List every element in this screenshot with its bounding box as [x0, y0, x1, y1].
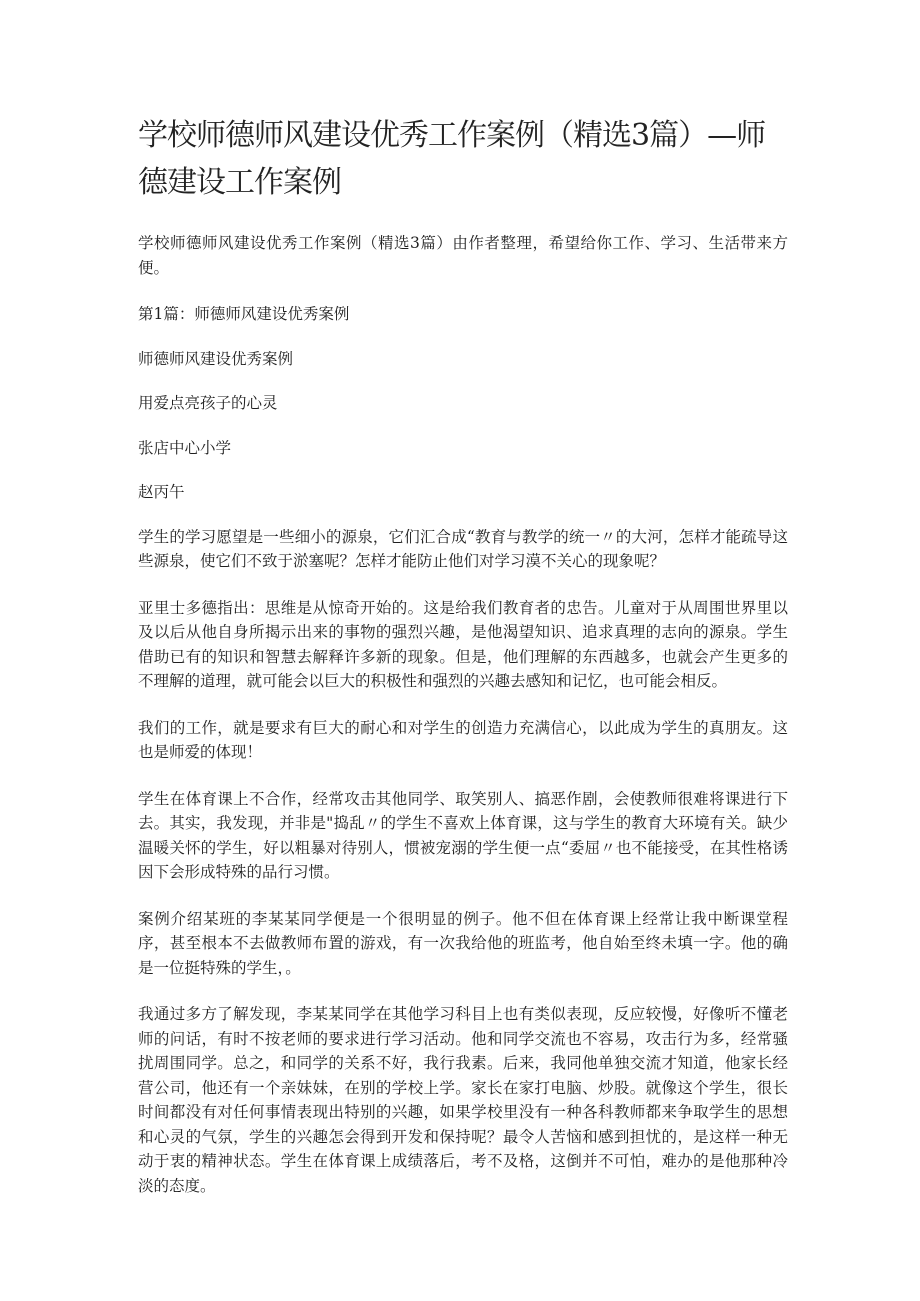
- body-paragraph: 学生的学习愿望是一些细小的源泉，它们汇合成“教育与教学的统一〃的大河，怎样才能疏导这些源泉，使它们不致于淤塞呢？怎样才能防止他们对学习漠不关心的现象呢？: [138, 527, 788, 570]
- document-title: 学校师德师风建设优秀工作案例（精选3篇）—师德建设工作案例: [138, 118, 766, 200]
- document-page: [138, 112, 788, 1220]
- body-paragraph: 我们的工作，就是要求有巨大的耐心和对学生的创造力充满信心，以此成为学生的真朋友。这也是师爱的体现！: [138, 718, 788, 761]
- author-name: 赵丙午: [138, 483, 185, 501]
- body-paragraph: 我通过多方了解发现，李某某同学在其他学习科目上也有类似表现，反应较慢，好像听不懂老师的问话，有时不按老师的要求进行学习活动。他和同学交流也不容易，攻击行为多，经常骚扰周围同学。总之，和同学的关系不好，我行我素。后来，我同他单独交流才知道，他家长经营公司，他还有一个亲妹妹，在别的学校上学。家长在家打电脑、炒股。就像这个学生，很长时间都没有对任何事情表现出特别的兴趣，如果学校里没有一种各科教师都来争取学生的思想和心灵的气氛，学生的兴趣怎会得到开发和保持呢？最令人苦恼和感到担忧的，是这样一种无动于衷的精神状态。学生在体育课上成绩落后，考不及格，这倒并不可怕，难办的是他那种冷淡的态度。: [138, 1005, 788, 1195]
- section-heading: 第1篇：师德师风建设优秀案例: [138, 305, 350, 323]
- intro-paragraph: 学校师德师风建设优秀工作案例（精选3篇）由作者整理，希望给你工作、学习、生活带来方便。: [138, 234, 788, 277]
- case-title: 师德师风建设优秀案例: [138, 349, 294, 368]
- body-paragraph: 亚里士多德指出：思维是从惊奇开始的。这是给我们教育者的忠告。儿童对于从周围世界里以及以后从他自身所揭示出来的事物的强烈兴趣，是他渴望知识、追求真理的志向的源泉。学生借助已有的知识和智慧去解释许多新的现象。但是，他们理解的东西越多，也就会产生更多的不理解的道理，就可能会以巨大的积极性和强烈的兴趣去感知和记忆，也可能会相反。: [138, 598, 788, 690]
- school-name: 张店中心小学: [138, 438, 232, 457]
- body-paragraph: 案例介绍某班的李某某同学便是一个很明显的例子。他不但在体育课上经常让我中断课堂程序，甚至根本不去做教师布置的游戏，有一次我给他的班监考，他自始至终未填一字。他的确是一位挺特殊的学生，。: [138, 909, 788, 977]
- body-paragraph: 学生在体育课上不合作，经常攻击其他同学、取笑别人、搞恶作剧，会使教师很难将课进行下去。其实，我发现，并非是"捣乱〃的学生不喜欢上体育课，这与学生的教育大环境有关。缺少温暖关怀的学生，好以粗暴对待别人，惯被宠溺的学生便一点“委屈〃也不能接受，在其性格诱因下会形成特殊的品行习惯。: [138, 789, 788, 881]
- document-body: [138, 231, 788, 1198]
- case-subtitle: 用爱点亮孩子的心灵: [138, 394, 278, 412]
